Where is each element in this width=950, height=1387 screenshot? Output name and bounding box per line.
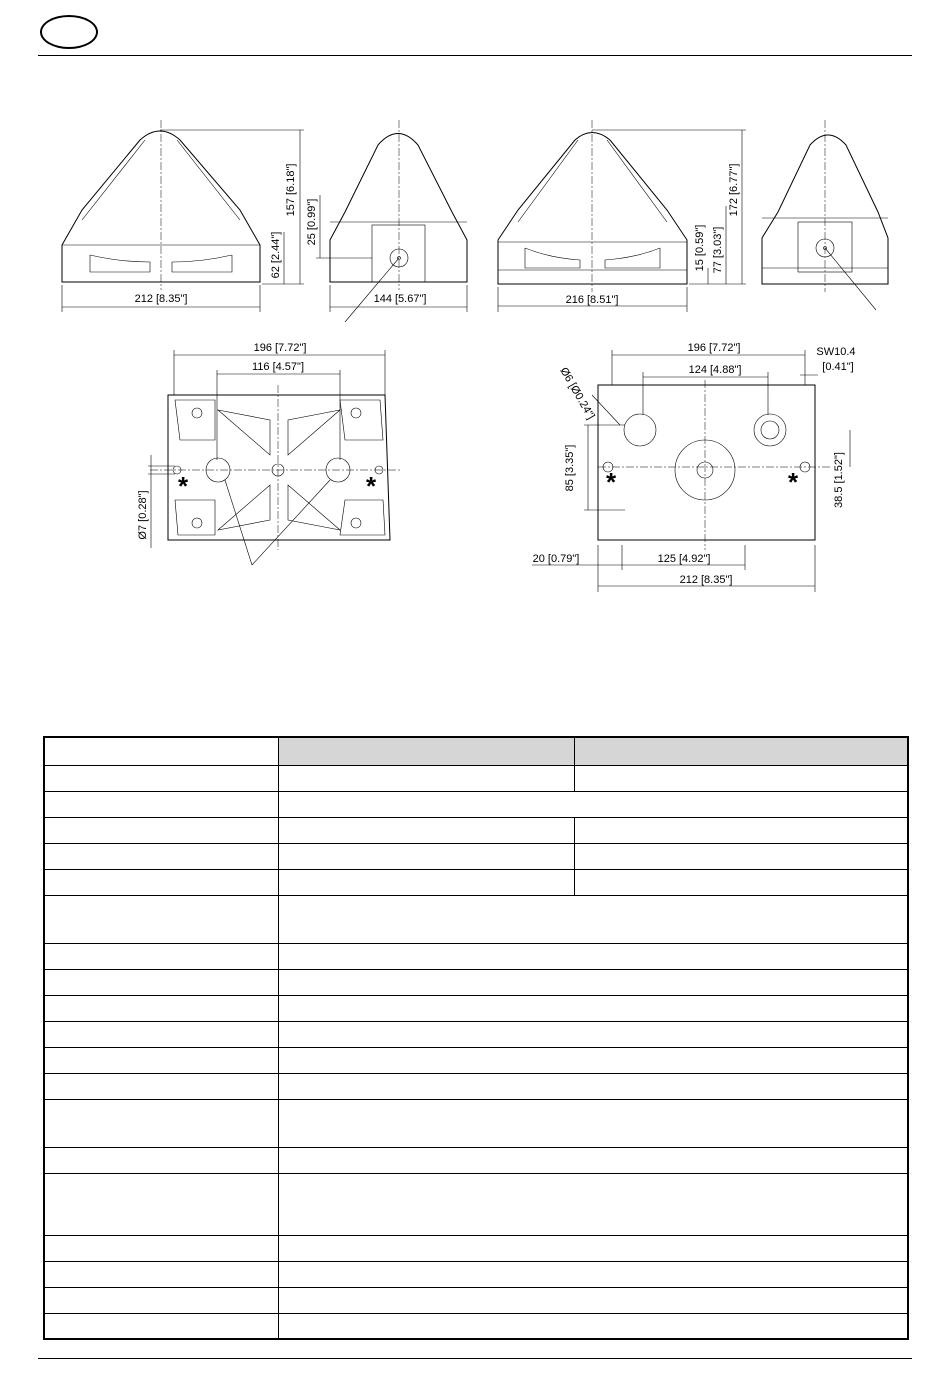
table-cell bbox=[44, 943, 278, 969]
side-gland-label: 25 [0.99"] bbox=[306, 198, 318, 246]
table-cell bbox=[278, 995, 908, 1021]
base-star-left: * bbox=[178, 471, 189, 501]
base2-star-right: * bbox=[788, 467, 799, 497]
base-star-right: * bbox=[366, 471, 377, 501]
front-view bbox=[62, 120, 304, 312]
table-cell bbox=[44, 1287, 278, 1313]
table-cell bbox=[44, 1261, 278, 1287]
table-cell bbox=[574, 765, 908, 791]
table-cell bbox=[278, 943, 908, 969]
side-view bbox=[306, 120, 467, 322]
table-cell bbox=[44, 1147, 278, 1173]
table-cell bbox=[278, 969, 908, 995]
table-cell bbox=[278, 1261, 908, 1287]
table-cell bbox=[44, 765, 278, 791]
base2-depth-label: 85 [3.35"] bbox=[564, 444, 576, 492]
front2-height-label: 172 [6.77"] bbox=[728, 163, 740, 217]
table-cell bbox=[574, 843, 908, 869]
base2-star-left: * bbox=[606, 467, 617, 497]
table-cell bbox=[278, 1287, 908, 1313]
front2-view bbox=[498, 120, 746, 312]
base2-outer-label: 196 [7.72"] bbox=[687, 342, 741, 354]
table-cell bbox=[44, 1073, 278, 1099]
wrench-in-label: [0.41"] bbox=[822, 361, 854, 373]
base-outer-label: 196 [7.72"] bbox=[253, 342, 307, 354]
table-cell bbox=[44, 1099, 278, 1147]
front2-width-label: 216 [8.51"] bbox=[565, 294, 619, 306]
base-hole-label: Ø7 [0.28"] bbox=[137, 490, 149, 540]
base2-inner-label: 124 [4.88"] bbox=[688, 364, 742, 376]
spec-table bbox=[43, 736, 909, 1340]
side-width-label: 144 [5.67"] bbox=[373, 293, 427, 305]
table-cell bbox=[44, 995, 278, 1021]
front-height-label: 157 [6.18"] bbox=[285, 163, 297, 217]
front2-base-height-label: 77 [3.03"] bbox=[712, 226, 724, 274]
table-cell bbox=[574, 817, 908, 843]
table-cell bbox=[44, 969, 278, 995]
table-cell bbox=[44, 895, 278, 943]
base2-width-label: 212 [8.35"] bbox=[679, 574, 733, 586]
front-width-label: 212 [8.35"] bbox=[134, 293, 188, 305]
table-cell bbox=[44, 1021, 278, 1047]
table-cell bbox=[44, 1313, 278, 1339]
table-cell bbox=[44, 1173, 278, 1235]
base2-edge-label: 20 [0.79"] bbox=[532, 553, 580, 565]
table-cell bbox=[278, 791, 908, 817]
base2-spacing-label: 125 [4.92"] bbox=[657, 553, 711, 565]
table-cell bbox=[574, 869, 908, 895]
footer-rule bbox=[38, 1358, 912, 1359]
table-cell bbox=[278, 1099, 908, 1147]
table-cell bbox=[278, 737, 574, 765]
base-inner-label: 116 [4.57"] bbox=[251, 361, 305, 373]
table-cell bbox=[44, 1047, 278, 1073]
table-cell bbox=[278, 1021, 908, 1047]
base2-view bbox=[532, 342, 856, 592]
table-cell bbox=[278, 1173, 908, 1235]
base2-offset-label: 38.5 [1.52"] bbox=[833, 452, 845, 508]
front-base-height-label: 62 [2.44"] bbox=[270, 231, 282, 279]
table-cell bbox=[44, 1235, 278, 1261]
table-cell bbox=[278, 1235, 908, 1261]
base-view bbox=[137, 342, 400, 565]
table-cell bbox=[278, 843, 574, 869]
table-cell bbox=[278, 817, 574, 843]
table-cell bbox=[278, 869, 574, 895]
table-cell bbox=[278, 1313, 908, 1339]
table-cell bbox=[44, 737, 278, 765]
table-cell bbox=[44, 817, 278, 843]
table-cell bbox=[44, 843, 278, 869]
table-cell bbox=[44, 791, 278, 817]
base2-hole-label: Ø6 [Ø0.24"] bbox=[557, 365, 597, 422]
front2-small-label: 15 [0.59"] bbox=[694, 224, 706, 272]
table-cell bbox=[278, 1073, 908, 1099]
table-cell bbox=[278, 1047, 908, 1073]
table-cell bbox=[278, 895, 908, 943]
table-cell bbox=[44, 869, 278, 895]
table-cell bbox=[278, 1147, 908, 1173]
wrench-label: SW10.4 bbox=[816, 346, 856, 358]
side2-view bbox=[762, 120, 888, 310]
table-cell bbox=[574, 737, 908, 765]
table-cell bbox=[278, 765, 574, 791]
